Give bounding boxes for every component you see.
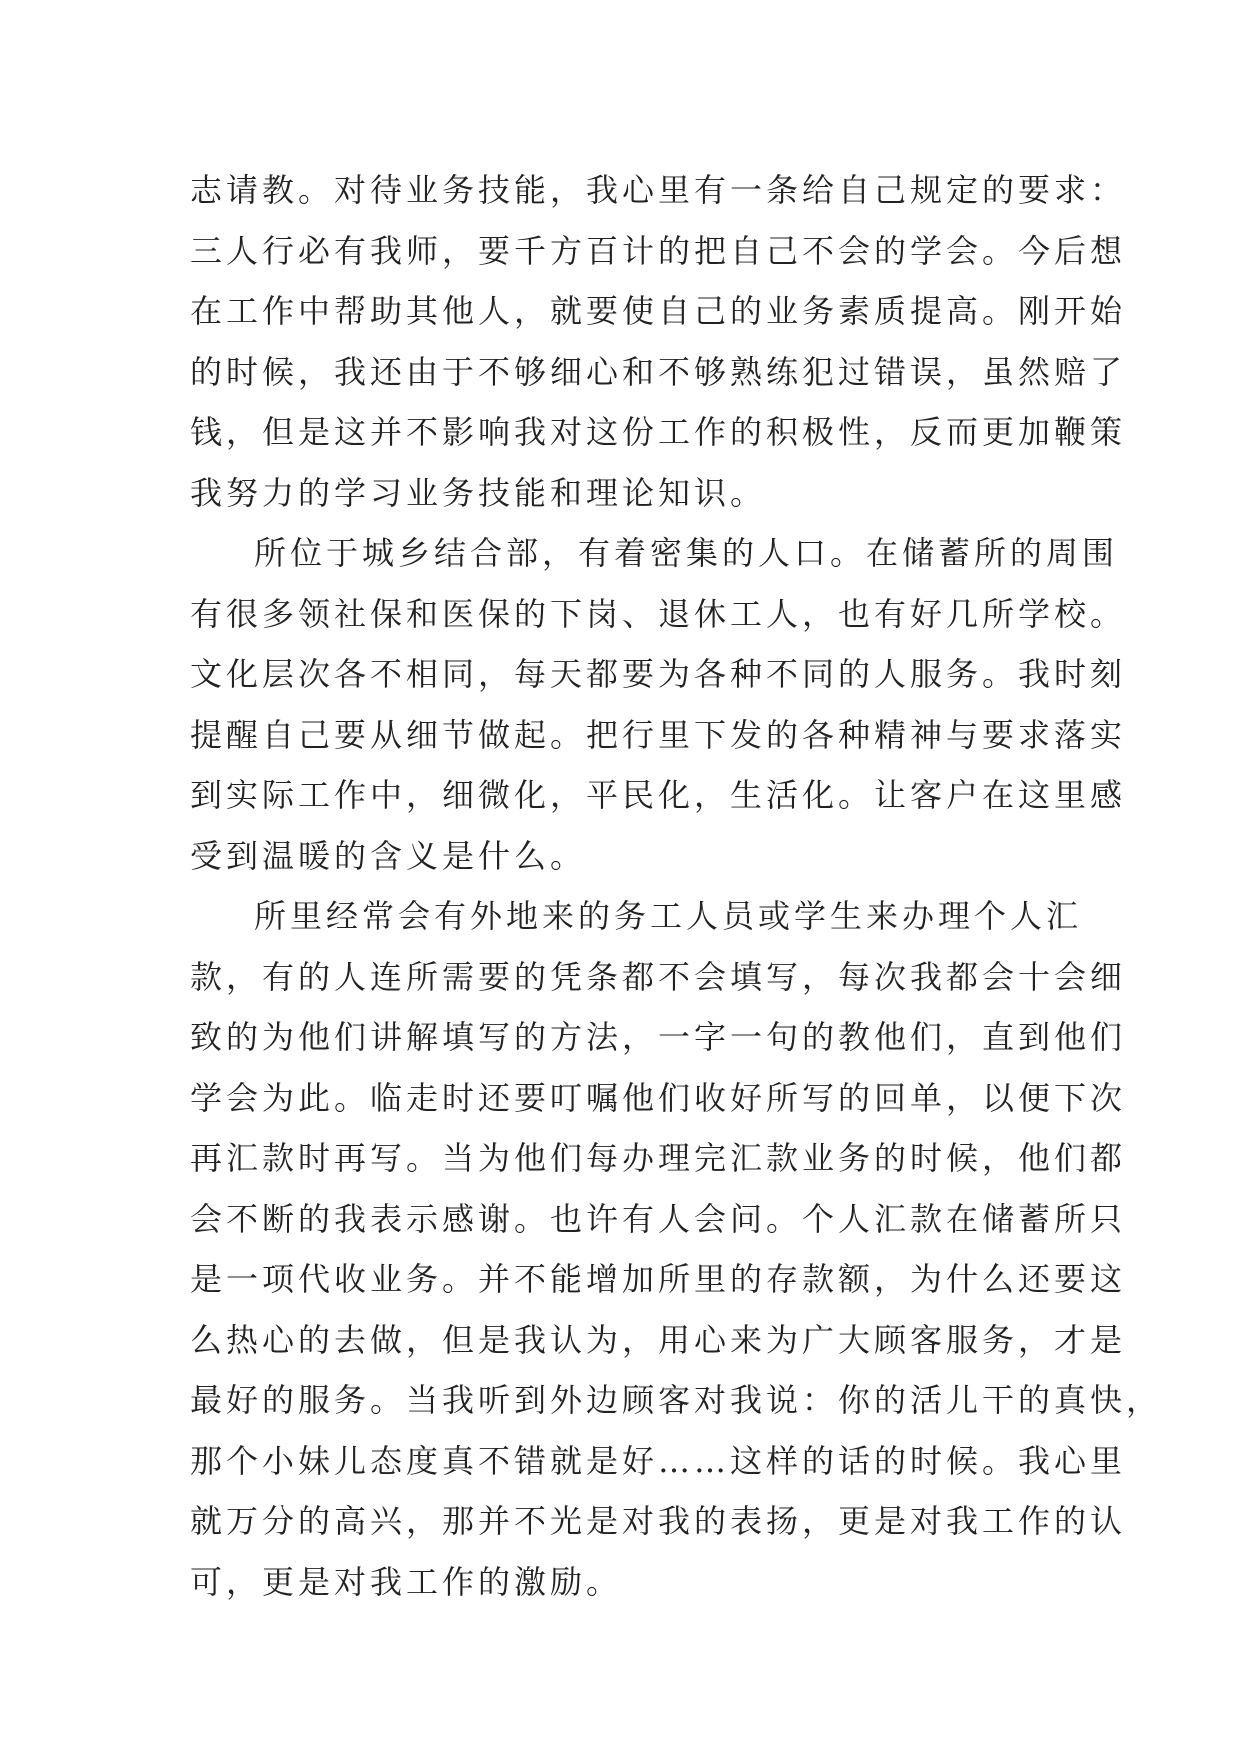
text-line: 有很多领社保和医保的下岗、退休工人，也有好几所学校。 xyxy=(190,594,1127,633)
text-line: 再汇款时再写。当为他们每办理完汇款业务的时候，他们都 xyxy=(190,1139,1127,1177)
text-line: 提醒自己要从细节做起。把行里下发的各种精神与要求落实 xyxy=(190,715,1127,754)
text-line: 所里经常会有外地来的务工人员或学生来办理个人汇 xyxy=(254,897,1083,935)
text-line: 所位于城乡结合部，有着密集的人口。在储蓄所的周围 xyxy=(254,534,1119,572)
text-line: 文化层次各不相同，每天都要为各种不同的人服务。我时刻 xyxy=(190,655,1127,693)
text-line: 的时候，我还由于不够细心和不够熟练犯过错误，虽然赔了 xyxy=(190,352,1127,391)
text-line: 志请教。对待业务技能，我心里有一条给自己规定的要求： xyxy=(190,171,1127,209)
text-line: 在工作中帮助其他人，就要使自己的业务素质提高。刚开始 xyxy=(190,292,1127,330)
text-line: 致的为他们讲解填写的方法，一字一句的教他们，直到他们 xyxy=(190,1018,1127,1056)
text-line: 么热心的去做，但是我认为，用心来为广大顾客服务，才是 xyxy=(190,1320,1127,1359)
text-line: 三人行必有我师，要千方百计的把自己不会的学会。今后想 xyxy=(190,231,1127,270)
text-line: 学会为此。临走时还要叮嘱他们收好所写的回单，以便下次 xyxy=(190,1078,1127,1117)
text-line: 最好的服务。当我听到外边顾客对我说：你的活儿干的真快， xyxy=(190,1381,1163,1419)
text-line: 款，有的人连所需要的凭条都不会填写，每次我都会十会细 xyxy=(190,957,1127,996)
text-line: 我努力的学习业务技能和理论知识。 xyxy=(190,473,767,512)
text-line: 钱，但是这并不影响我对这份工作的积极性，反而更加鞭策 xyxy=(190,413,1127,451)
text-line: 是一项代收业务。并不能增加所里的存款额，为什么还要这 xyxy=(190,1260,1127,1298)
text-line: 那个小妹儿态度真不错就是好……这样的话的时候。我心里 xyxy=(190,1441,1127,1480)
text-line: 受到温暖的含义是什么。 xyxy=(190,836,587,875)
text-line: 会不断的我表示感谢。也许有人会问。个人汇款在储蓄所只 xyxy=(190,1199,1127,1238)
text-line: 可，更是对我工作的激励。 xyxy=(190,1562,623,1601)
paragraph-2 xyxy=(190,523,1127,886)
text-line: 到实际工作中，细微化，平民化，生活化。让客户在这里感 xyxy=(190,776,1127,814)
paragraph-1 xyxy=(190,160,1127,523)
text-line: 就万分的高兴，那并不光是对我的表扬，更是对我工作的认 xyxy=(190,1502,1127,1540)
paragraph-3 xyxy=(190,886,1163,1612)
document-body xyxy=(190,160,1163,1612)
